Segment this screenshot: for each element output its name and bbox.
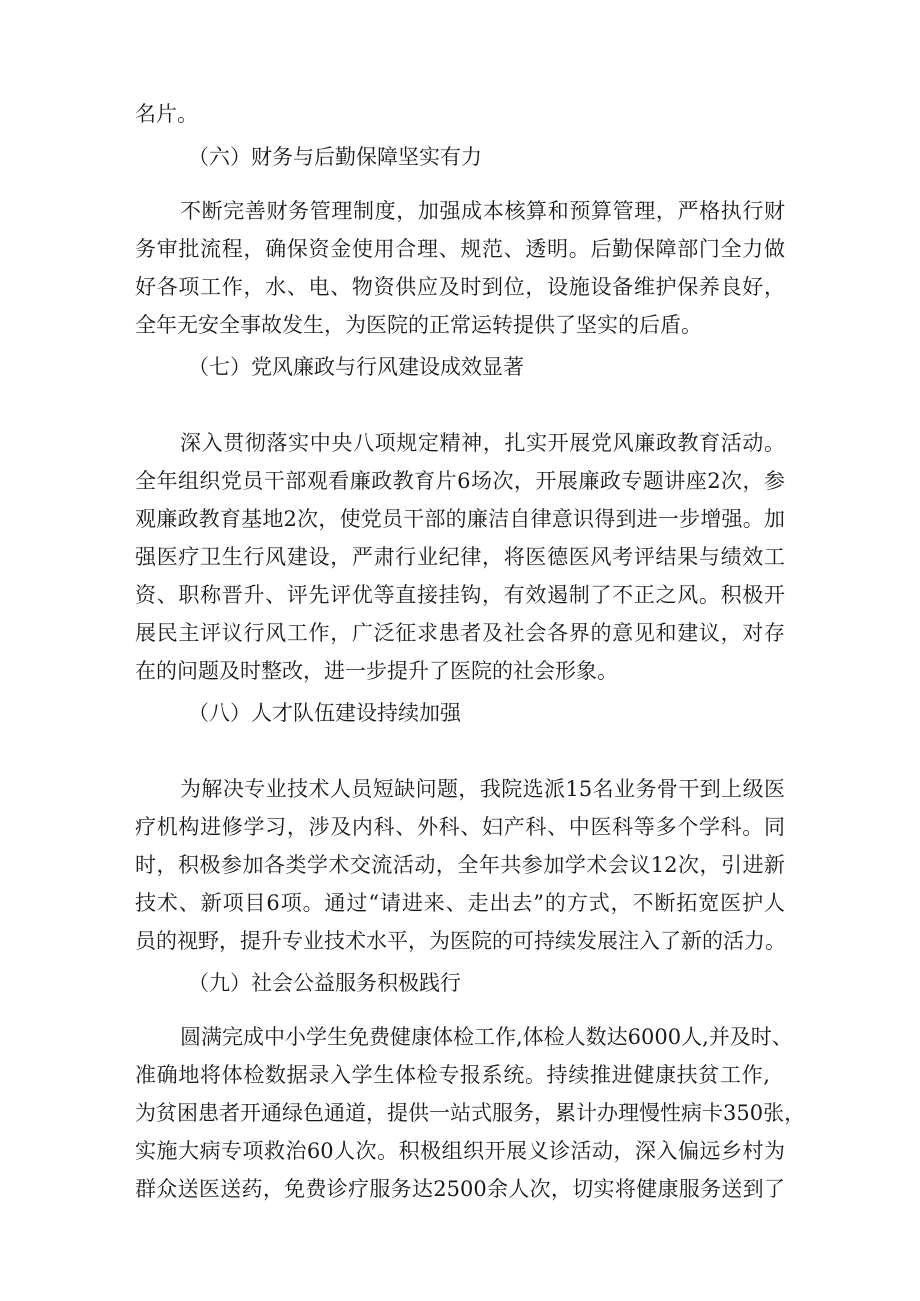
paragraph-line: 好各项工作，水、电、物资供应及时到位，设施设备维护保养良好， xyxy=(135,275,785,299)
section-heading-6: （六）财务与后勤保障坚实有力 xyxy=(188,145,482,169)
paragraph-line: 强医疗卫生行风建设，严肃行业纪律，将医德医风考评结果与绩效工 xyxy=(135,545,785,569)
paragraph-line: 展民主评议行风工作，广泛征求患者及社会各界的意见和建议，对存 xyxy=(135,621,785,645)
paragraph-line: 观廉政教育基地2次，使党员干部的廉洁自律意识得到进一步增强。加 xyxy=(135,507,785,531)
paragraph-line: 实施大病专项救治60人次。积极组织开展义诊活动，深入偏远乡村为 xyxy=(135,1139,785,1163)
paragraph-line: 务审批流程，确保资金使用合理、规范、透明。后勤保障部门全力做 xyxy=(135,237,785,261)
section-heading-7: （七）党风廉政与行风建设成效显著 xyxy=(188,355,524,379)
paragraph-line: 全年组织党员干部观看廉政教育片6场次，开展廉政专题讲座2次，参 xyxy=(135,469,785,493)
section-heading-9: （九）社会公益服务积极践行 xyxy=(188,971,461,995)
paragraph-line: 时，积极参加各类学术交流活动，全年共参加学术会议12次，引进新 xyxy=(135,853,785,877)
paragraph-line: 在的问题及时整改，进一步提升了医院的社会形象。 xyxy=(135,659,618,683)
paragraph-line: 准确地将体检数据录入学生体检专报系统。持续推进健康扶贫工作, xyxy=(135,1063,770,1087)
paragraph-line: 为贫困患者开通绿色通道，提供一站式服务，累计办理慢性病卡350张， xyxy=(135,1101,806,1125)
paragraph-line: 技术、新项目6项。通过“请进来、走出去”的方式，不断拓宽医护人 xyxy=(135,891,785,915)
paragraph-line: 疗机构进修学习，涉及内科、外科、妇产科、中医科等多个学科。同 xyxy=(135,815,785,839)
paragraph-line: 为解决专业技术人员短缺问题，我院选派15名业务骨干到上级医 xyxy=(180,777,785,801)
paragraph-line: 不断完善财务管理制度，加强成本核算和预算管理，严格执行财 xyxy=(180,199,785,223)
paragraph-line: 圆满完成中小学生免费健康体检工作,体检人数达6000人,并及时、 xyxy=(180,1025,793,1049)
section-heading-8: （八）人才队伍建设持续加强 xyxy=(188,701,461,725)
paragraph-line: 资、职称晋升、评先评优等直接挂钩，有效遏制了不正之风。积极开 xyxy=(135,583,785,607)
paragraph-line: 全年无安全事故发生，为医院的正常运转提供了坚实的后盾。 xyxy=(135,313,702,337)
paragraph-line: 群众送医送药，免费诊疗服务达2500余人次，切实将健康服务送到了 xyxy=(135,1177,785,1201)
paragraph-line: 员的视野，提升专业技术水平，为医院的可持续发展注入了新的活力。 xyxy=(135,929,786,953)
paragraph-line: 深入贯彻落实中央八项规定精神，扎实开展党风廉政教育活动。 xyxy=(180,431,785,455)
top-fragment: 名片。 xyxy=(135,102,198,126)
